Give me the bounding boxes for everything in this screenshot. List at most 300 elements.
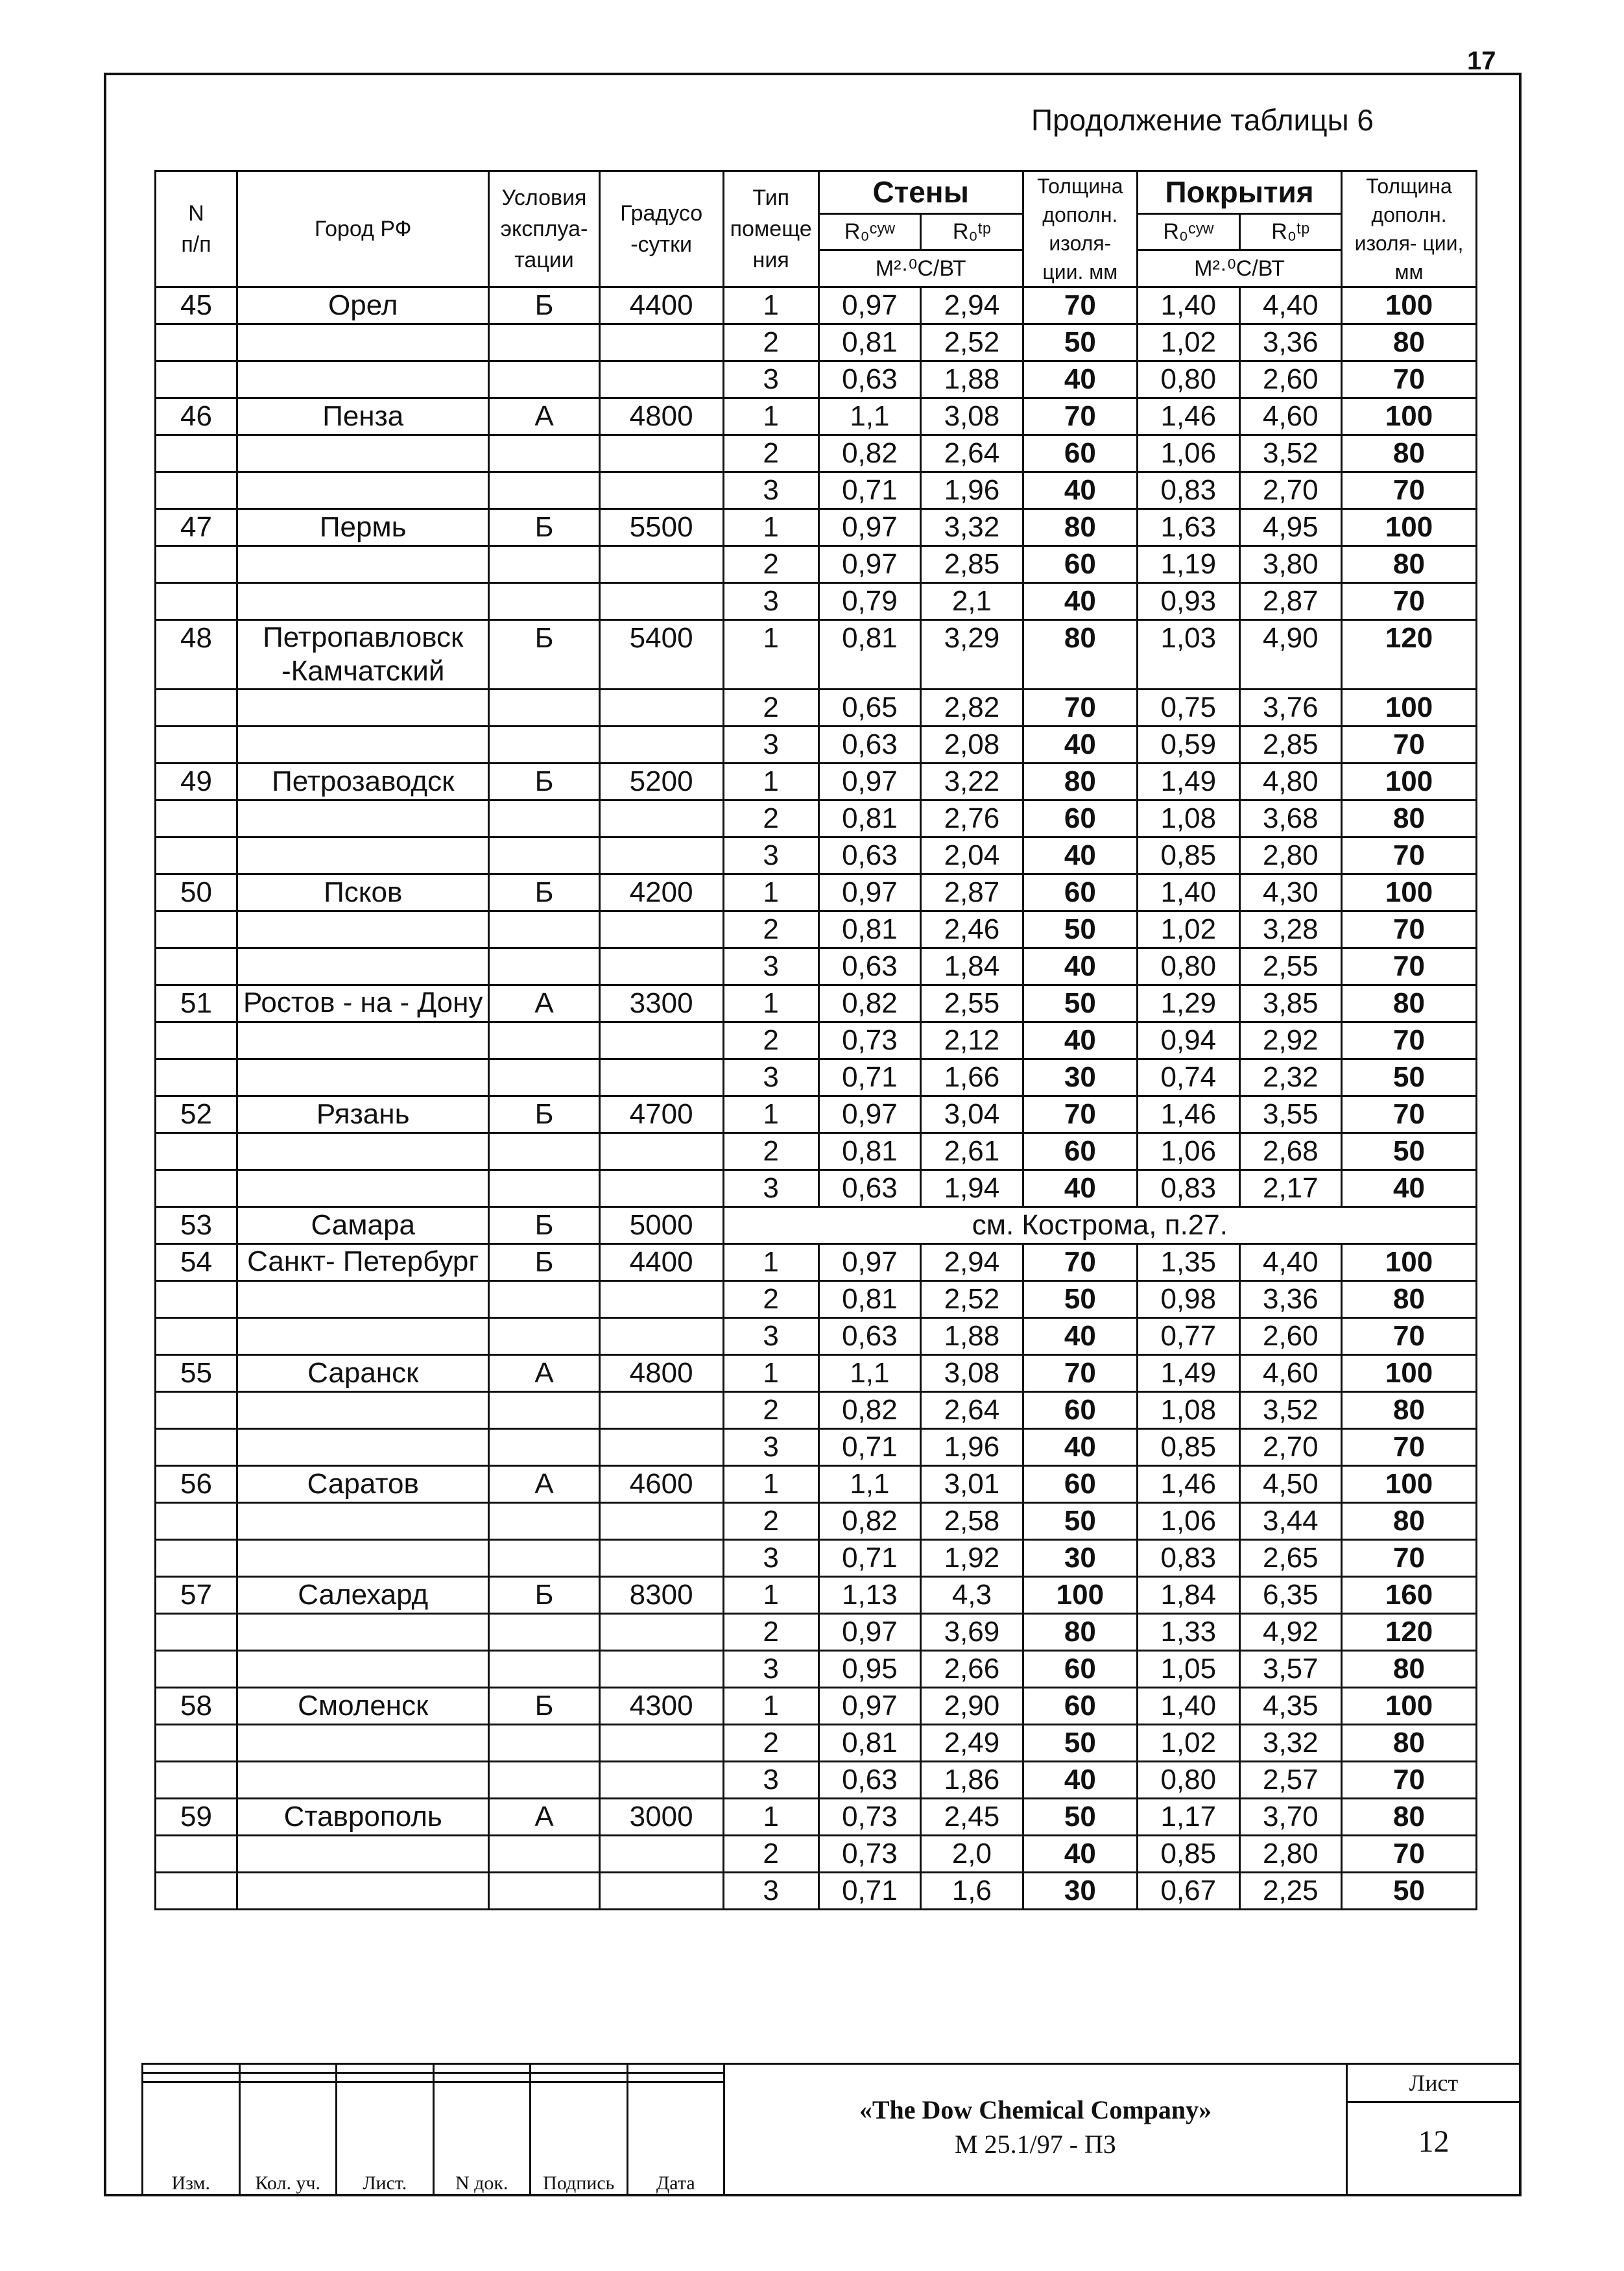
empty-cell	[489, 1392, 599, 1429]
empty-cell	[599, 1392, 723, 1429]
degree-days: 5000	[599, 1207, 723, 1244]
roof-r-required: 3,57	[1239, 1651, 1342, 1688]
roof-insulation-mm: 80	[1342, 1392, 1477, 1429]
degree-days: 4800	[599, 398, 723, 435]
wall-r-required: 1,86	[921, 1762, 1023, 1799]
empty-cell	[599, 1651, 723, 1688]
empty-cell	[489, 1022, 599, 1059]
empty-cell	[237, 727, 488, 763]
roof-insulation-mm: 70	[1342, 1318, 1477, 1355]
roof-insulation-mm: 70	[1342, 1429, 1477, 1466]
table-row	[156, 287, 1477, 324]
degree-days: 4300	[599, 1688, 723, 1725]
roof-insulation-mm: 100	[1342, 763, 1477, 800]
row-number: 54	[156, 1244, 237, 1281]
row-number: 46	[156, 398, 237, 435]
roof-r-required: 3,52	[1239, 1392, 1342, 1429]
operating-conditions: А	[489, 1466, 599, 1503]
room-type: 2	[723, 1836, 818, 1873]
empty-cell	[489, 1540, 599, 1577]
wall-insulation-mm: 70	[1023, 1355, 1137, 1392]
roof-r-required: 3,70	[1239, 1799, 1342, 1836]
wall-r-required: 2,61	[921, 1133, 1023, 1170]
empty-cell	[489, 948, 599, 985]
table-row	[156, 1651, 1477, 1688]
roof-r-actual: 0,85	[1138, 1836, 1240, 1873]
wall-r-required: 3,22	[921, 763, 1023, 800]
room-type: 2	[723, 1614, 818, 1651]
wall-r-actual: 0,81	[818, 800, 921, 837]
empty-cell	[237, 1392, 488, 1429]
empty-cell	[237, 1836, 488, 1873]
operating-conditions: Б	[489, 1096, 599, 1133]
room-type: 3	[723, 1873, 818, 1910]
empty-cell	[237, 1614, 488, 1651]
empty-cell	[489, 727, 599, 763]
city-name: Саранск	[237, 1355, 488, 1392]
roof-r-actual: 1,84	[1138, 1577, 1240, 1614]
roof-insulation-mm: 80	[1342, 546, 1477, 583]
roof-r-actual: 0,83	[1138, 1540, 1240, 1577]
roof-insulation-mm: 70	[1342, 583, 1477, 620]
empty-cell	[599, 1318, 723, 1355]
room-type: 2	[723, 435, 818, 472]
wall-insulation-mm: 80	[1023, 509, 1137, 546]
roof-r-required: 2,80	[1239, 1836, 1342, 1873]
roof-r-actual: 1,63	[1138, 509, 1240, 546]
roof-insulation-mm: 70	[1342, 1096, 1477, 1133]
empty-cell	[489, 1651, 599, 1688]
empty-cell	[237, 324, 488, 361]
wall-insulation-mm: 30	[1023, 1059, 1137, 1096]
wall-r-required: 2,12	[921, 1022, 1023, 1059]
empty-cell	[599, 1503, 723, 1540]
room-type: 1	[723, 1799, 818, 1836]
roof-insulation-mm: 100	[1342, 874, 1477, 911]
empty-cell	[489, 1762, 599, 1799]
empty-cell	[489, 1059, 599, 1096]
room-type: 3	[723, 361, 818, 398]
empty-cell	[237, 1318, 488, 1355]
degree-days: 5200	[599, 763, 723, 800]
row-number: 48	[156, 620, 237, 690]
header-roofs-r-required: R₀ᵗᵖ	[1239, 213, 1342, 250]
table-row	[156, 1281, 1477, 1318]
table-row	[156, 1688, 1477, 1725]
table-row	[156, 1355, 1477, 1392]
roof-insulation-mm: 100	[1342, 1688, 1477, 1725]
roof-r-actual: 0,93	[1138, 583, 1240, 620]
empty-cell	[237, 1281, 488, 1318]
table-row	[156, 1207, 1477, 1244]
degree-days: 4700	[599, 1096, 723, 1133]
wall-insulation-mm: 40	[1023, 472, 1137, 509]
stamp-label-signature: Подпись	[531, 2082, 628, 2196]
roof-r-actual: 1,33	[1138, 1614, 1240, 1651]
empty-cell	[156, 1540, 237, 1577]
empty-cell	[237, 837, 488, 874]
wall-r-actual: 0,82	[818, 1503, 921, 1540]
roof-r-actual: 0,67	[1138, 1873, 1240, 1910]
empty-cell	[237, 1133, 488, 1170]
empty-cell	[599, 1762, 723, 1799]
roof-r-required: 4,95	[1239, 509, 1342, 546]
table-row	[156, 985, 1477, 1022]
empty-cell	[489, 1133, 599, 1170]
room-type: 3	[723, 472, 818, 509]
degree-days: 5400	[599, 620, 723, 690]
empty-cell	[599, 1429, 723, 1466]
wall-r-required: 2,52	[921, 324, 1023, 361]
roof-r-actual: 1,06	[1138, 435, 1240, 472]
table-body	[156, 287, 1477, 1910]
wall-insulation-mm: 40	[1023, 1762, 1137, 1799]
empty-cell	[237, 1429, 488, 1466]
wall-r-actual: 0,73	[818, 1799, 921, 1836]
empty-cell	[156, 1133, 237, 1170]
wall-r-required: 2,87	[921, 874, 1023, 911]
room-type: 1	[723, 874, 818, 911]
wall-r-actual: 0,71	[818, 472, 921, 509]
table-row	[156, 727, 1477, 763]
table-row	[156, 620, 1477, 690]
wall-r-required: 3,69	[921, 1614, 1023, 1651]
table-row	[156, 1836, 1477, 1873]
title-block	[141, 2063, 1522, 2196]
roof-insulation-mm: 50	[1342, 1059, 1477, 1096]
operating-conditions: Б	[489, 1577, 599, 1614]
header-city: Город РФ	[237, 171, 488, 287]
table-row	[156, 1392, 1477, 1429]
empty-cell	[489, 1429, 599, 1466]
room-type: 2	[723, 1281, 818, 1318]
roof-insulation-mm: 120	[1342, 1614, 1477, 1651]
wall-r-required: 1,92	[921, 1540, 1023, 1577]
table-row	[156, 324, 1477, 361]
roof-r-actual: 1,40	[1138, 1688, 1240, 1725]
room-type: 3	[723, 1059, 818, 1096]
room-type: 1	[723, 509, 818, 546]
roof-r-required: 3,36	[1239, 324, 1342, 361]
city-name: Петропавловск -Камчатский	[237, 620, 488, 690]
empty-cell	[599, 1133, 723, 1170]
empty-cell	[599, 472, 723, 509]
room-type: 2	[723, 1133, 818, 1170]
roof-r-required: 2,87	[1239, 583, 1342, 620]
wall-insulation-mm: 60	[1023, 546, 1137, 583]
wall-insulation-mm: 40	[1023, 361, 1137, 398]
wall-r-actual: 0,71	[818, 1429, 921, 1466]
row-number: 45	[156, 287, 237, 324]
empty-cell	[599, 1022, 723, 1059]
wall-r-actual: 0,82	[818, 985, 921, 1022]
room-type: 2	[723, 324, 818, 361]
empty-cell	[237, 948, 488, 985]
city-name: Смоленск	[237, 1688, 488, 1725]
roof-insulation-mm: 100	[1342, 509, 1477, 546]
degree-days: 4800	[599, 1355, 723, 1392]
empty-cell	[156, 1503, 237, 1540]
operating-conditions: А	[489, 985, 599, 1022]
table-row	[156, 435, 1477, 472]
header-roofs-unit: М²·⁰С/ВТ	[1138, 250, 1342, 287]
roof-r-required: 2,80	[1239, 837, 1342, 874]
empty-cell	[156, 727, 237, 763]
wall-insulation-mm: 50	[1023, 911, 1137, 948]
roof-r-required: 4,60	[1239, 398, 1342, 435]
wall-r-required: 2,08	[921, 727, 1023, 763]
wall-r-actual: 0,82	[818, 435, 921, 472]
room-type: 3	[723, 1429, 818, 1466]
roof-insulation-mm: 80	[1342, 1799, 1477, 1836]
empty-cell	[599, 435, 723, 472]
roof-insulation-mm: 120	[1342, 620, 1477, 690]
wall-insulation-mm: 40	[1023, 837, 1137, 874]
stamp-label-date: Дата	[627, 2082, 724, 2196]
empty-cell	[237, 435, 488, 472]
row-number: 49	[156, 763, 237, 800]
roof-insulation-mm: 70	[1342, 911, 1477, 948]
roof-insulation-mm: 80	[1342, 985, 1477, 1022]
roof-r-required: 4,60	[1239, 1355, 1342, 1392]
empty-cell	[489, 324, 599, 361]
roof-insulation-mm: 70	[1342, 948, 1477, 985]
wall-r-actual: 0,63	[818, 727, 921, 763]
table-row	[156, 1466, 1477, 1503]
row-number: 55	[156, 1355, 237, 1392]
wall-insulation-mm: 70	[1023, 1244, 1137, 1281]
empty-cell	[599, 583, 723, 620]
operating-conditions: Б	[489, 287, 599, 324]
wall-insulation-mm: 40	[1023, 727, 1137, 763]
sheet-number: 12	[1418, 2124, 1450, 2159]
roof-r-actual: 1,49	[1138, 1355, 1240, 1392]
degree-days: 4400	[599, 1244, 723, 1281]
company-box	[725, 2063, 1348, 2196]
table-row	[156, 472, 1477, 509]
wall-r-required: 2,1	[921, 583, 1023, 620]
roof-r-required: 2,25	[1239, 1873, 1342, 1910]
roof-r-required: 3,44	[1239, 1503, 1342, 1540]
wall-insulation-mm: 40	[1023, 1318, 1137, 1355]
room-type: 3	[723, 948, 818, 985]
wall-r-required: 2,66	[921, 1651, 1023, 1688]
roof-insulation-mm: 50	[1342, 1873, 1477, 1910]
roof-r-required: 4,80	[1239, 763, 1342, 800]
wall-insulation-mm: 70	[1023, 398, 1137, 435]
wall-r-actual: 0,63	[818, 1762, 921, 1799]
roof-r-actual: 1,06	[1138, 1133, 1240, 1170]
empty-cell	[156, 1022, 237, 1059]
empty-cell	[156, 546, 237, 583]
table-row	[156, 1429, 1477, 1466]
degree-days: 4600	[599, 1466, 723, 1503]
degree-days: 5500	[599, 509, 723, 546]
roof-r-required: 2,32	[1239, 1059, 1342, 1096]
wall-insulation-mm: 40	[1023, 1170, 1137, 1207]
roof-insulation-mm: 80	[1342, 1281, 1477, 1318]
wall-insulation-mm: 60	[1023, 1688, 1137, 1725]
wall-insulation-mm: 40	[1023, 1836, 1137, 1873]
roof-r-required: 3,76	[1239, 690, 1342, 727]
empty-cell	[237, 1170, 488, 1207]
empty-cell	[489, 1614, 599, 1651]
roof-r-required: 4,90	[1239, 620, 1342, 690]
wall-r-actual: 0,63	[818, 1318, 921, 1355]
header-room-type: Тип помеще ния	[723, 171, 818, 287]
roof-r-required: 3,85	[1239, 985, 1342, 1022]
empty-cell	[237, 1059, 488, 1096]
empty-cell	[489, 472, 599, 509]
operating-conditions: Б	[489, 620, 599, 690]
wall-r-required: 3,08	[921, 398, 1023, 435]
empty-cell	[237, 1725, 488, 1762]
roof-r-required: 2,60	[1239, 361, 1342, 398]
roof-r-required: 2,70	[1239, 472, 1342, 509]
roof-r-actual: 0,80	[1138, 948, 1240, 985]
roof-insulation-mm: 100	[1342, 287, 1477, 324]
wall-r-actual: 0,95	[818, 1651, 921, 1688]
row-number: 56	[156, 1466, 237, 1503]
wall-r-required: 2,90	[921, 1688, 1023, 1725]
wall-r-actual: 1,13	[818, 1577, 921, 1614]
empty-cell	[156, 800, 237, 837]
wall-r-actual: 0,97	[818, 546, 921, 583]
roof-insulation-mm: 100	[1342, 690, 1477, 727]
empty-cell	[489, 800, 599, 837]
room-type: 3	[723, 1651, 818, 1688]
roof-r-actual: 0,77	[1138, 1318, 1240, 1355]
empty-cell	[489, 690, 599, 727]
stamp-label-count: Кол. уч.	[239, 2082, 337, 2196]
roof-insulation-mm: 100	[1342, 398, 1477, 435]
wall-insulation-mm: 80	[1023, 763, 1137, 800]
empty-cell	[237, 1503, 488, 1540]
roof-r-actual: 1,35	[1138, 1244, 1240, 1281]
company-name: «The Dow Chemical Company»	[859, 2095, 1212, 2124]
wall-r-actual: 0,71	[818, 1873, 921, 1910]
roof-r-required: 2,65	[1239, 1540, 1342, 1577]
wall-insulation-mm: 60	[1023, 435, 1137, 472]
table-row	[156, 1614, 1477, 1651]
wall-r-actual: 0,73	[818, 1022, 921, 1059]
empty-cell	[489, 361, 599, 398]
table-row	[156, 398, 1477, 435]
city-name: Петрозаводск	[237, 763, 488, 800]
wall-insulation-mm: 30	[1023, 1540, 1137, 1577]
room-type: 1	[723, 1466, 818, 1503]
roof-r-actual: 1,46	[1138, 1466, 1240, 1503]
table-row	[156, 800, 1477, 837]
city-name: Салехард	[237, 1577, 488, 1614]
empty-cell	[156, 1059, 237, 1096]
empty-cell	[489, 1836, 599, 1873]
table-row	[156, 874, 1477, 911]
empty-cell	[489, 837, 599, 874]
table-row	[156, 361, 1477, 398]
wall-r-required: 2,85	[921, 546, 1023, 583]
header-walls: Стены	[818, 171, 1023, 214]
wall-r-required: 3,32	[921, 509, 1023, 546]
empty-cell	[599, 1540, 723, 1577]
empty-cell	[237, 1762, 488, 1799]
wall-r-required: 2,0	[921, 1836, 1023, 1873]
empty-cell	[156, 1281, 237, 1318]
wall-r-actual: 0,71	[818, 1540, 921, 1577]
roof-insulation-mm: 70	[1342, 1540, 1477, 1577]
empty-cell	[599, 690, 723, 727]
table-row	[156, 690, 1477, 727]
table-row	[156, 583, 1477, 620]
operating-conditions: А	[489, 1355, 599, 1392]
roof-insulation-mm: 160	[1342, 1577, 1477, 1614]
wall-r-actual: 0,81	[818, 911, 921, 948]
wall-r-required: 2,64	[921, 435, 1023, 472]
table-row	[156, 948, 1477, 985]
room-type: 3	[723, 727, 818, 763]
empty-cell	[156, 837, 237, 874]
wall-r-actual: 0,63	[818, 837, 921, 874]
wall-r-required: 2,64	[921, 1392, 1023, 1429]
wall-r-actual: 0,97	[818, 287, 921, 324]
city-name: Пенза	[237, 398, 488, 435]
roof-insulation-mm: 70	[1342, 472, 1477, 509]
header-walls-r-required: R₀ᵗᵖ	[921, 213, 1023, 250]
wall-insulation-mm: 50	[1023, 1725, 1137, 1762]
roof-insulation-mm: 70	[1342, 361, 1477, 398]
wall-r-required: 2,49	[921, 1725, 1023, 1762]
header-degree-days: Градусо -сутки	[599, 171, 723, 287]
room-type: 1	[723, 1577, 818, 1614]
roof-r-actual: 1,06	[1138, 1503, 1240, 1540]
empty-cell	[489, 1503, 599, 1540]
roof-r-actual: 1,17	[1138, 1799, 1240, 1836]
roof-insulation-mm: 80	[1342, 324, 1477, 361]
empty-cell	[489, 1281, 599, 1318]
city-name: Санкт- Петербург	[237, 1244, 488, 1281]
roof-r-actual: 0,80	[1138, 1762, 1240, 1799]
roof-r-required: 4,50	[1239, 1466, 1342, 1503]
room-type: 2	[723, 546, 818, 583]
roof-insulation-mm: 80	[1342, 1503, 1477, 1540]
table-row	[156, 1799, 1477, 1836]
wall-r-actual: 0,97	[818, 1096, 921, 1133]
empty-cell	[599, 1281, 723, 1318]
wall-insulation-mm: 60	[1023, 1133, 1137, 1170]
roof-r-required: 3,80	[1239, 546, 1342, 583]
wall-r-actual: 0,81	[818, 1725, 921, 1762]
table-row	[156, 1725, 1477, 1762]
roof-r-required: 2,57	[1239, 1762, 1342, 1799]
roof-r-actual: 1,02	[1138, 911, 1240, 948]
roof-r-actual: 0,74	[1138, 1059, 1240, 1096]
table-row	[156, 1540, 1477, 1577]
roof-r-actual: 0,75	[1138, 690, 1240, 727]
empty-cell	[599, 1170, 723, 1207]
wall-insulation-mm: 40	[1023, 1022, 1137, 1059]
empty-cell	[156, 1873, 237, 1910]
table-row	[156, 1762, 1477, 1799]
row-number: 51	[156, 985, 237, 1022]
city-name: Саратов	[237, 1466, 488, 1503]
roof-r-required: 2,85	[1239, 727, 1342, 763]
room-type: 1	[723, 398, 818, 435]
empty-cell	[489, 911, 599, 948]
operating-conditions: Б	[489, 1244, 599, 1281]
roof-r-required: 3,32	[1239, 1725, 1342, 1762]
room-type: 2	[723, 800, 818, 837]
empty-cell	[237, 800, 488, 837]
